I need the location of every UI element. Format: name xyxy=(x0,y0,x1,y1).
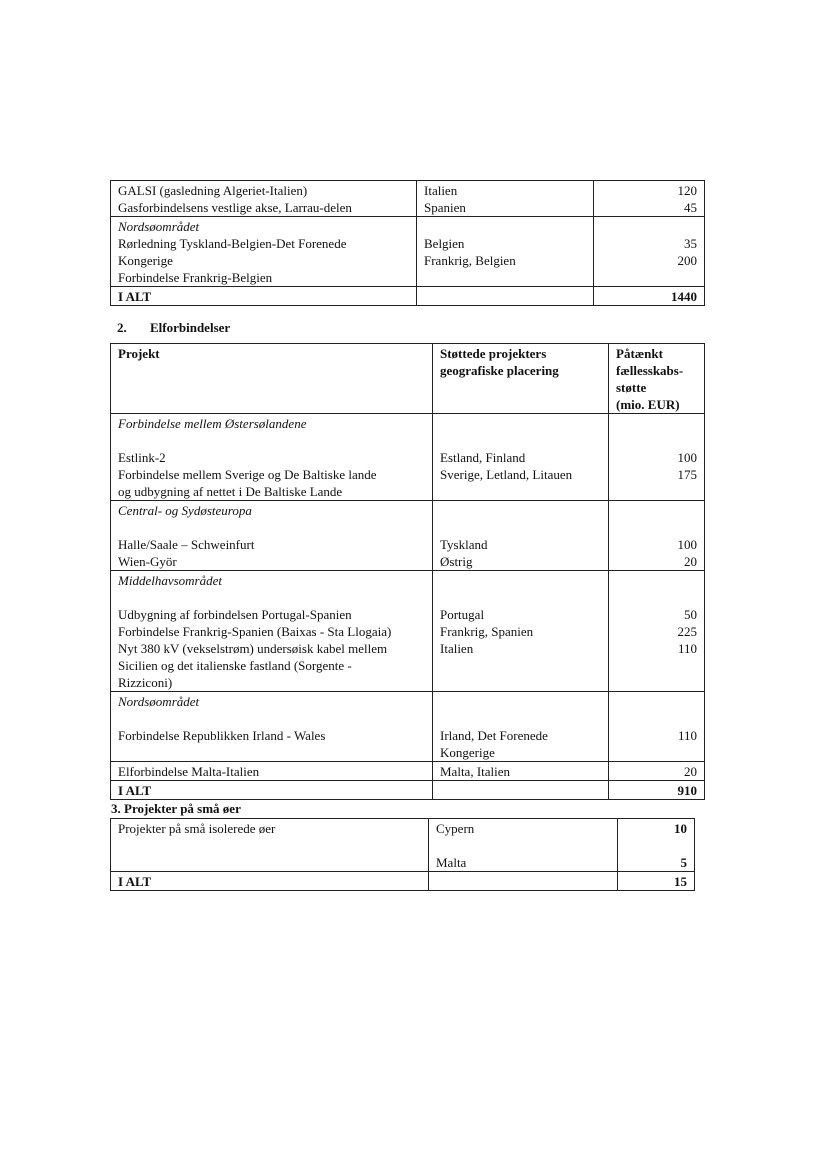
region-heading: Forbindelse mellem Østersølandene xyxy=(118,416,307,431)
support-amount: 120 xyxy=(677,183,697,198)
support-amount: 50 xyxy=(684,607,697,622)
small-islands-table xyxy=(110,818,695,891)
table-row xyxy=(111,501,705,571)
project-name: Forbindelse Frankrig-Spanien (Baixas - Sta Llogaia) xyxy=(118,624,392,639)
table-row xyxy=(111,414,705,501)
project-name: Forbindelse Frankrig-Belgien xyxy=(118,270,273,285)
table-row xyxy=(111,571,705,692)
section-number: 2. xyxy=(117,320,127,335)
project-name: Nyt 380 kV (vekselstrøm) undersøisk kabel mellem xyxy=(118,641,388,656)
total-amount: 15 xyxy=(618,872,695,891)
project-location: Portugal xyxy=(440,607,485,622)
project-name: Forbindelse Republikken Irland - Wales xyxy=(118,728,326,743)
gas-projects-table xyxy=(110,180,705,306)
support-amount: 10 xyxy=(674,821,687,836)
table-row xyxy=(111,819,695,872)
project-location: Italien xyxy=(440,641,474,656)
table-row xyxy=(111,217,705,287)
project-location: Kongerige xyxy=(440,745,495,760)
project-name: Estlink-2 xyxy=(118,450,166,465)
total-label: I ALT xyxy=(111,287,417,306)
project-name: Rizziconi) xyxy=(118,675,173,690)
total-row xyxy=(111,287,705,306)
table-row xyxy=(111,181,705,217)
project-location: Italien xyxy=(424,183,458,198)
total-amount: 910 xyxy=(609,781,705,800)
support-amount: 200 xyxy=(677,253,697,268)
total-label: I ALT xyxy=(111,872,429,891)
support-amount: 35 xyxy=(684,236,697,251)
column-header-support: fællesskabs- xyxy=(616,363,684,378)
region-heading: Middelhavsområdet xyxy=(118,573,222,588)
column-header-support: Påtænkt xyxy=(616,346,663,361)
project-name: Gasforbindelsens vestlige akse, Larrau-delen xyxy=(118,200,352,215)
column-header-location: Støttede projekters xyxy=(440,346,547,361)
project-name: Wien-Györ xyxy=(118,554,177,569)
project-location: Frankrig, Belgien xyxy=(424,253,516,268)
header-row xyxy=(111,344,705,414)
table-row xyxy=(111,762,705,781)
project-name: Udbygning af forbindelsen Portugal-Spanien xyxy=(118,607,352,622)
region-heading: Nordsøområdet xyxy=(118,694,200,709)
project-name: Elforbindelse Malta-Italien xyxy=(111,762,433,781)
project-name: Rørledning Tyskland-Belgien-Det Forenede xyxy=(118,236,347,251)
total-row xyxy=(111,872,695,891)
project-location: Spanien xyxy=(424,200,466,215)
column-header-project: Projekt xyxy=(118,346,160,361)
section-heading-small-islands xyxy=(111,801,241,817)
support-amount: 100 xyxy=(677,537,697,552)
project-name: Kongerige xyxy=(118,253,173,268)
project-location: Estland, Finland xyxy=(440,450,526,465)
project-location: Østrig xyxy=(440,554,473,569)
support-amount: 20 xyxy=(609,762,705,781)
project-name: Forbindelse mellem Sverige og De Baltiske lande xyxy=(118,467,377,482)
column-header-location: geografiske placering xyxy=(440,363,559,378)
project-location: Frankrig, Spanien xyxy=(440,624,534,639)
support-amount: 175 xyxy=(677,467,697,482)
support-amount: 45 xyxy=(684,200,697,215)
support-amount: 225 xyxy=(677,624,697,639)
electricity-projects-table xyxy=(110,343,705,800)
project-name: og udbygning af nettet i De Baltiske Lande xyxy=(118,484,343,499)
project-location: Belgien xyxy=(424,236,465,251)
project-location: Malta, Italien xyxy=(433,762,609,781)
support-amount: 110 xyxy=(677,641,697,656)
column-header-support: støtte xyxy=(616,380,647,395)
project-location: Tyskland xyxy=(440,537,488,552)
project-location: Cypern xyxy=(436,821,475,836)
total-amount: 1440 xyxy=(594,287,705,306)
support-amount: 100 xyxy=(677,450,697,465)
section-heading-electricity xyxy=(117,320,230,336)
project-location: Malta xyxy=(436,855,467,870)
project-name: Projekter på små isolerede øer xyxy=(118,821,276,836)
project-location: Irland, Det Forenede xyxy=(440,728,548,743)
project-name: Sicilien og det italienske fastland (Sorgente - xyxy=(118,658,352,673)
support-amount: 110 xyxy=(677,728,697,743)
total-row xyxy=(111,781,705,800)
total-label: I ALT xyxy=(111,781,433,800)
region-heading: Nordsøområdet xyxy=(118,219,200,234)
support-amount: 5 xyxy=(680,855,687,870)
region-heading: Central- og Sydøsteuropa xyxy=(118,503,252,518)
column-header-support: (mio. EUR) xyxy=(616,397,680,412)
support-amount: 20 xyxy=(684,554,697,569)
project-name: Halle/Saale – Schweinfurt xyxy=(118,537,255,552)
section-title: 3. Projekter på små øer xyxy=(111,801,241,816)
project-location: Sverige, Letland, Litauen xyxy=(440,467,573,482)
project-name: GALSI (gasledning Algeriet-Italien) xyxy=(118,183,308,198)
section-title: Elforbindelser xyxy=(150,320,231,335)
table-row xyxy=(111,692,705,762)
